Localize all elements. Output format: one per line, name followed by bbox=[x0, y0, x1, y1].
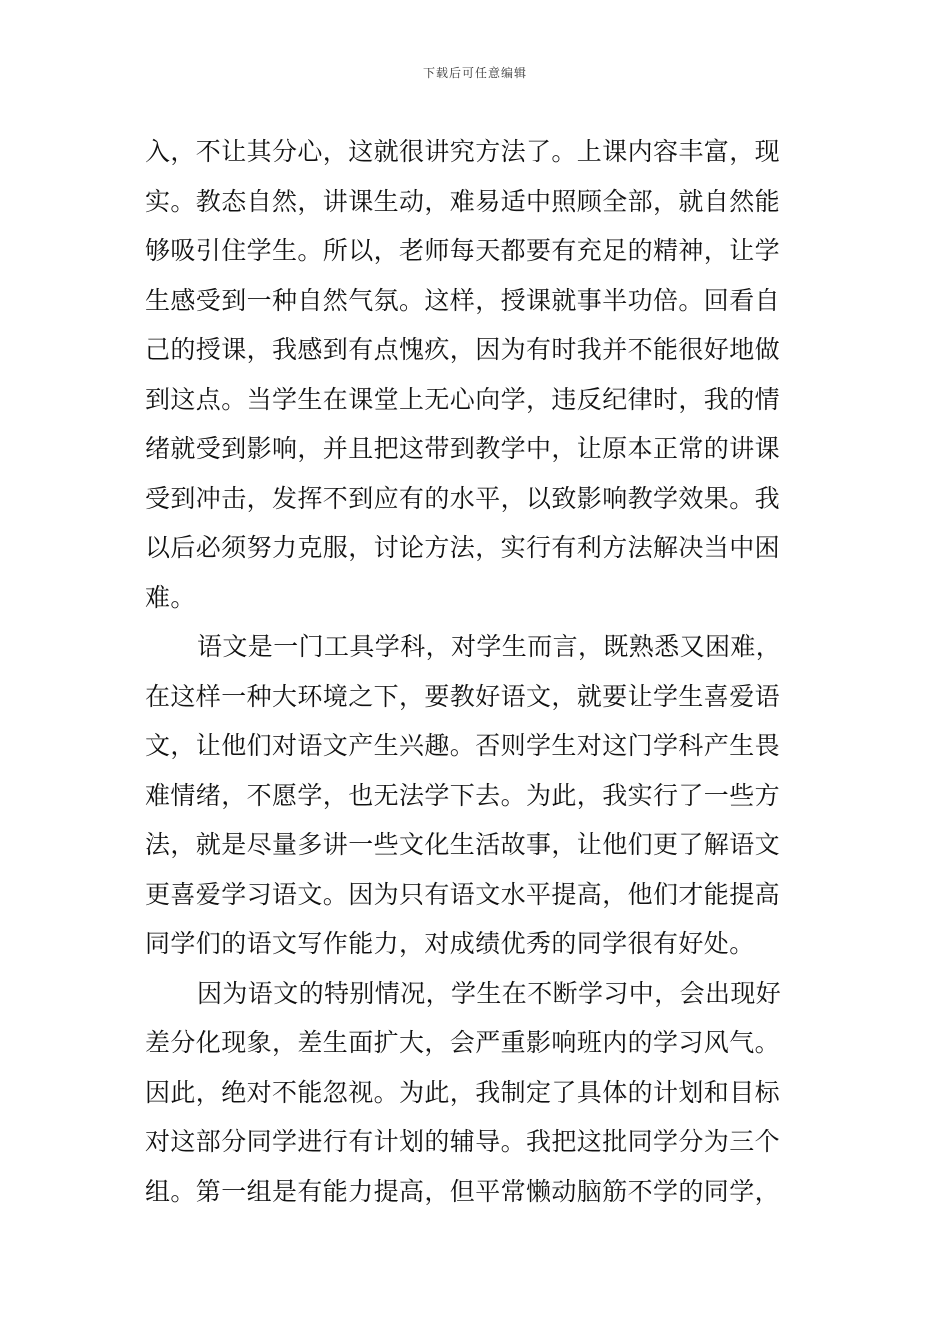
text-line: 法，就是尽量多讲一些文化生活故事，让他们更了解语文 bbox=[145, 830, 781, 859]
text-line: 在这样一种大环境之下，要教好语文，就要让学生喜爱语 bbox=[145, 681, 781, 711]
text-line: 入，不让其分心，这就很讲究方法了。上课内容丰富，现 bbox=[145, 137, 781, 166]
body-text bbox=[145, 127, 807, 1216]
text-line: 己的授课，我感到有点愧疚，因为有时我并不能很好地做 bbox=[145, 335, 781, 364]
text-line: 差分化现象，差生面扩大，会严重影响班内的学习风气。 bbox=[145, 1028, 781, 1057]
text-line: 生感受到一种自然气氛。这样，授课就事半功倍。回看自 bbox=[145, 285, 781, 315]
text-line: 难情绪，不愿学，也无法学下去。为此，我实行了一些方 bbox=[145, 780, 781, 810]
text-line: 对这部分同学进行有计划的辅导。我把这批同学分为三个 bbox=[145, 1127, 781, 1156]
text-line: 以后必须努力克服，讨论方法，实行有利方法解决当中困 bbox=[145, 533, 781, 562]
text-line: 实。教态自然，讲课生动，难易适中照顾全部，就自然能 bbox=[145, 186, 781, 216]
text-line: 受到冲击，发挥不到应有的水平，以致影响教学效果。我 bbox=[145, 483, 781, 513]
paragraph-first-line: 语文是一门工具学科，对学生而言，既熟悉又困难， bbox=[197, 632, 782, 661]
text-line: 组。第一组是有能力提高，但平常懒动脑筋不学的同学， bbox=[145, 1176, 781, 1206]
text-line: 绪就受到影响，并且把这带到教学中，让原本正常的讲课 bbox=[145, 434, 781, 463]
text-line: 更喜爱学习语文。因为只有语文水平提高，他们才能提高 bbox=[145, 879, 781, 909]
text-line: 因此，绝对不能忽视。为此，我制定了具体的计划和目标 bbox=[145, 1077, 781, 1107]
text-line: 够吸引住学生。所以，老师每天都要有充足的精神，让学 bbox=[145, 236, 781, 265]
text-line: 难。 bbox=[145, 582, 196, 612]
text-line: 文，让他们对语文产生兴趣。否则学生对这门学科产生畏 bbox=[145, 731, 781, 760]
page-header: 下载后可任意编辑 bbox=[422, 66, 527, 80]
text-line: 同学们的语文写作能力，对成绩优秀的同学很有好处。 bbox=[145, 929, 755, 958]
paragraph-first-line: 因为语文的特别情况，学生在不断学习中，会出现好 bbox=[197, 978, 782, 1008]
text-line: 到这点。当学生在课堂上无心向学，违反纪律时，我的情 bbox=[145, 384, 781, 414]
